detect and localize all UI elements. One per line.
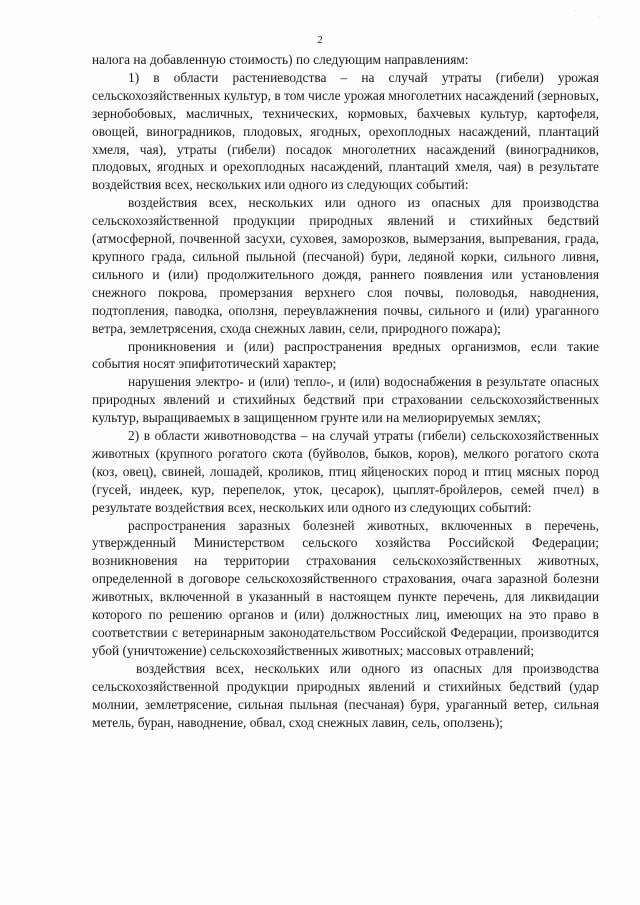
scan-speck: · bbox=[574, 7, 577, 15]
paragraph-intro-continuation: налога на добавленную стоимость) по следующим направлениям: bbox=[92, 52, 469, 67]
paragraph-livestock: 2) в области животноводства – на случай утраты (гибели) сельскохозяйственных животных (крупного рогатого скота (буйволов, быков, коров), мелкого рогатого скота (коз, овец), свиней, лошадей, кроликов, птиц яйценоских пород и птиц мясных пород (гусей, индеек, кур, перепелок, уток, цесарок), цыплят-бройлеров, семей пчел) в результате воздействия всех, нескольких или одного из следующих событий: bbox=[92, 428, 599, 515]
scan-speck: · bbox=[598, 13, 601, 21]
paragraph-animal-diseases: распространения заразных болезней животных, включенных в перечень, утвержденный Министерством сельского хозяйства Российской Федерации; возникновения на территории страхования сельскохозяйственных животных, определенной в договоре сельскохозяйственного страхования, очага заразной болезни животных, включенной в указанный в настоящем пункте перечень, для ликвидации которого по решению органов и (или) должностных лиц, имеющих на это право в соответствии с ветеринарным законодательством Российской Федерации, производится убой (уничтожение) сельскохозяйственных животных; массовых отравлений; bbox=[92, 517, 599, 658]
paragraph-natural-hazards-livestock: воздействия всех, нескольких или одного из опасных для производства сельскохозяйственной продукции природных явлений и стихийных бедствий (удар молнии, землетрясение, сильная пыльная (песчаная) буря, ураганный ветер, сильная метель, буран, наводнение, обвал, сход снежных лавин, сель, оползень); bbox=[92, 660, 599, 730]
page-number: 2 bbox=[317, 34, 323, 46]
paragraph-utility-disruption: нарушения электро- и (или) тепло-, и (или) водоснабжения в результате опасных природных явлений и стихийных бедствий при страховании сельскохозяйственных культур, выращиваемых в защищенном грунте или на мелиорируемых землях; bbox=[92, 374, 599, 426]
document-body bbox=[92, 51, 599, 731]
paragraph-natural-hazards-crops: воздействия всех, нескольких или одного из опасных для производства сельскохозяйственной продукции природных явлений и стихийных бедствий (атмосферной, почвенной засухи, суховея, заморозков, вымерзания, выпревания, града, крупного града, сильной пыльной (песчаной) бури, ледяной корки, сильного ливня, сильного и (или) продолжительного дождя, раннего появления или установления снежного покрова, промерзания верхнего слоя почвы, половодья, наводнения, подтопления, паводка, оползня, переувлажнения почвы, сильного и (или) ураганного ветра, землетрясения, схода снежных лавин, сели, природного пожара); bbox=[92, 195, 599, 336]
paragraph-crop-production: 1) в области растениеводства – на случай утраты (гибели) урожая сельскохозяйственных культур, в том числе урожая многолетних насаждений (зерновых, зернобобовых, масличных, технических, кормовых, бахчевых культур, картофеля, овощей, виноградников, плодовых, ягодных, орехоплодных насаждений, плантаций хмеля, чая), утраты (гибели) посадок многолетних насаждений (виноградников, плодовых, ягодных и орехоплодных насаждений, плантаций хмеля, чая) в результате воздействия всех, нескольких или одного из следующих событий: bbox=[92, 69, 599, 193]
paragraph-harmful-organisms: проникновения и (или) распространения вредных организмов, если такие события носят эпифитотический характер; bbox=[92, 338, 599, 372]
